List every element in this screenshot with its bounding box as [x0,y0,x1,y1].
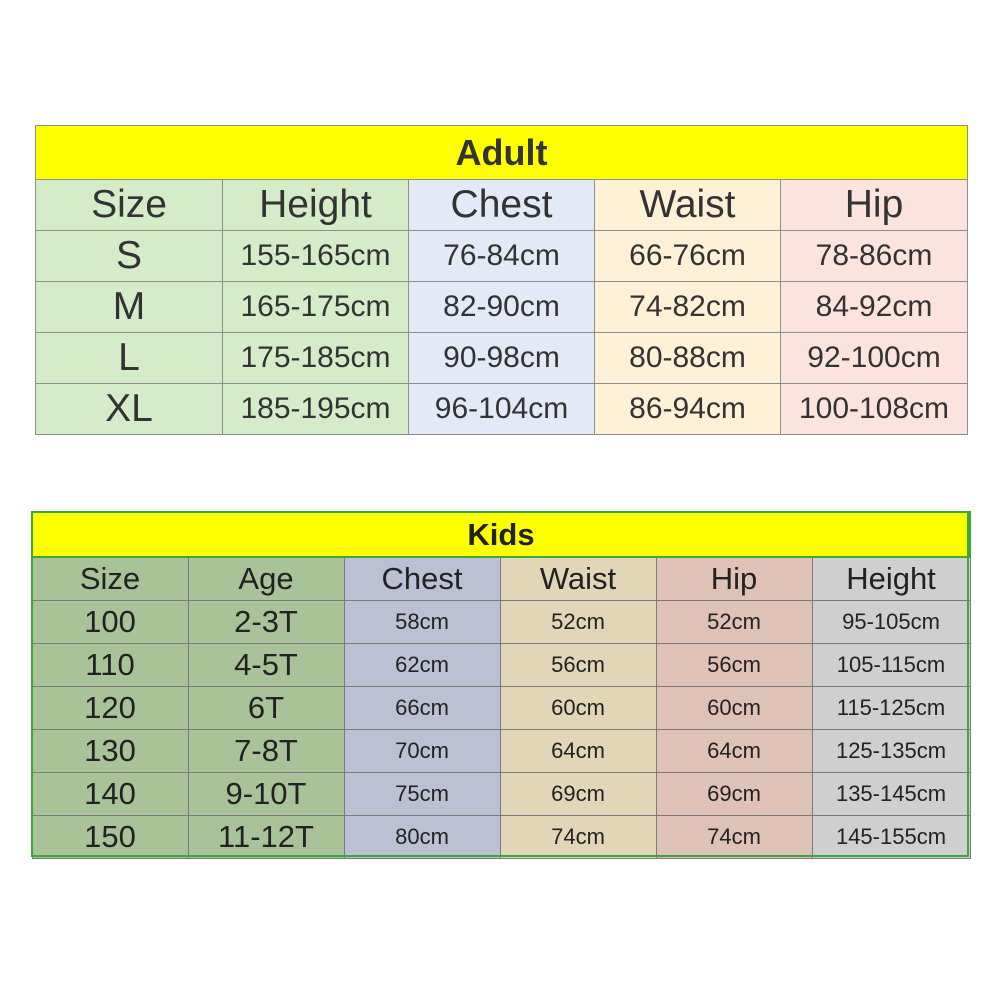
adult-height-cell: 165-175cm [223,282,409,333]
kids-hip-cell: 60cm [656,687,812,730]
kids-row [32,816,970,859]
adult-header-row [36,180,968,231]
kids-waist-cell: 52cm [500,601,656,644]
adult-size-cell: L [36,333,223,384]
adult-row [36,384,968,435]
kids-age-cell: 4-5T [188,644,344,687]
kids-age-cell: 11-12T [188,816,344,859]
kids-age-cell: 7-8T [188,730,344,773]
adult-header-hip: Hip [781,180,968,231]
kids-age-cell: 2-3T [188,601,344,644]
adult-row [36,282,968,333]
kids-height-cell: 125-135cm [812,730,970,773]
kids-chest-cell: 62cm [344,644,500,687]
adult-height-cell: 155-165cm [223,231,409,282]
kids-row [32,644,970,687]
kids-row [32,687,970,730]
kids-header-height: Height [812,557,970,601]
adult-row [36,231,968,282]
adult-waist-cell: 74-82cm [595,282,781,333]
adult-title-row [36,126,968,180]
kids-table-title: Kids [32,512,970,557]
kids-size-cell: 140 [32,773,188,816]
adult-header-waist: Waist [595,180,781,231]
kids-header-waist: Waist [500,557,656,601]
kids-size-cell: 150 [32,816,188,859]
kids-chest-cell: 58cm [344,601,500,644]
adult-header-chest: Chest [409,180,595,231]
kids-size-cell: 100 [32,601,188,644]
kids-waist-cell: 56cm [500,644,656,687]
adult-size-cell: S [36,231,223,282]
kids-age-cell: 6T [188,687,344,730]
kids-row [32,730,970,773]
kids-size-table [31,511,971,859]
adult-hip-cell: 100-108cm [781,384,968,435]
kids-header-size: Size [32,557,188,601]
adult-chest-cell: 82-90cm [409,282,595,333]
kids-title-row [32,512,970,557]
adult-size-table [35,125,968,435]
kids-waist-cell: 64cm [500,730,656,773]
kids-height-cell: 105-115cm [812,644,970,687]
adult-chest-cell: 96-104cm [409,384,595,435]
kids-hip-cell: 69cm [656,773,812,816]
kids-chest-cell: 70cm [344,730,500,773]
adult-hip-cell: 84-92cm [781,282,968,333]
kids-header-chest: Chest [344,557,500,601]
kids-header-age: Age [188,557,344,601]
kids-height-cell: 115-125cm [812,687,970,730]
adult-size-cell: XL [36,384,223,435]
kids-height-cell: 135-145cm [812,773,970,816]
kids-age-cell: 9-10T [188,773,344,816]
kids-waist-cell: 69cm [500,773,656,816]
kids-waist-cell: 60cm [500,687,656,730]
adult-waist-cell: 66-76cm [595,231,781,282]
adult-chest-cell: 90-98cm [409,333,595,384]
kids-height-cell: 95-105cm [812,601,970,644]
kids-chest-cell: 66cm [344,687,500,730]
adult-waist-cell: 80-88cm [595,333,781,384]
adult-hip-cell: 92-100cm [781,333,968,384]
kids-row [32,773,970,816]
adult-chest-cell: 76-84cm [409,231,595,282]
kids-header-row [32,557,970,601]
adult-waist-cell: 86-94cm [595,384,781,435]
adult-row [36,333,968,384]
adult-height-cell: 175-185cm [223,333,409,384]
kids-chest-cell: 80cm [344,816,500,859]
kids-hip-cell: 74cm [656,816,812,859]
adult-hip-cell: 78-86cm [781,231,968,282]
adult-table-title: Adult [36,126,968,180]
kids-waist-cell: 74cm [500,816,656,859]
kids-size-cell: 120 [32,687,188,730]
kids-size-cell: 130 [32,730,188,773]
adult-size-cell: M [36,282,223,333]
adult-header-height: Height [223,180,409,231]
kids-hip-cell: 64cm [656,730,812,773]
kids-header-hip: Hip [656,557,812,601]
kids-hip-cell: 52cm [656,601,812,644]
adult-header-size: Size [36,180,223,231]
kids-size-cell: 110 [32,644,188,687]
kids-chest-cell: 75cm [344,773,500,816]
adult-height-cell: 185-195cm [223,384,409,435]
kids-hip-cell: 56cm [656,644,812,687]
kids-row [32,601,970,644]
kids-height-cell: 145-155cm [812,816,970,859]
